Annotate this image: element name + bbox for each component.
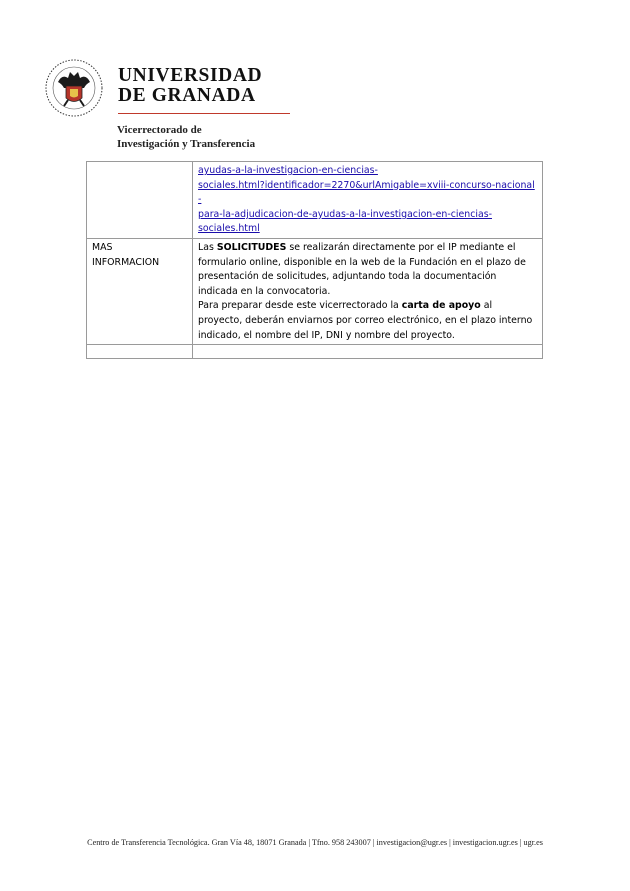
- table-row: [87, 345, 543, 359]
- carta-apoyo-emphasis: carta de apoyo: [401, 300, 481, 312]
- table-cell-content: [193, 345, 543, 359]
- table-row: [87, 238, 543, 344]
- link-line: sociales.html: [198, 223, 260, 235]
- department-line1: Vicerrectorado de: [117, 124, 202, 136]
- university-seal-icon: [44, 58, 104, 118]
- university-name-line1: UNIVERSIDAD: [118, 65, 263, 86]
- header-divider: [118, 113, 290, 114]
- table-cell-content: [193, 238, 543, 344]
- label-line: MAS: [92, 241, 113, 253]
- university-name: [118, 66, 262, 106]
- table-cell-content: [193, 162, 543, 239]
- department-line2: Investigación y Transferencia: [117, 138, 256, 150]
- info-table: [86, 161, 543, 359]
- department-name: [117, 123, 255, 151]
- link-line: para-la-adjudicacion-de-ayudas-a-la-investigacion-en-ciencias-: [198, 208, 492, 220]
- label-line: INFORMACION: [92, 256, 160, 268]
- table-cell-label: [87, 238, 193, 344]
- link-line: sociales.html?identificador=2270&urlAmigable=xviii-concurso-nacional-: [198, 179, 535, 206]
- convocatoria-link[interactable]: [198, 165, 535, 234]
- solicitudes-emphasis: SOLICITUDES: [216, 241, 287, 253]
- link-line: ayudas-a-la-investigacion-en-ciencias-: [198, 165, 378, 176]
- table-cell-label: [87, 162, 193, 239]
- page-footer: Centro de Transferencia Tecnológica. Gran Vía 48, 18071 Granada | Tfno. 958 243007 | investigacion@ugr.es | investigacion.ugr.es | ugr.es: [87, 838, 543, 847]
- carta-apoyo-paragraph: Para preparar desde este vicerrectorado la carta de apoyo al proyecto, deberán enviarnos por correo electrónico, en el plazo interno indicado, el nombre del IP, DNI y nombre del proyecto.: [198, 300, 533, 341]
- university-name-line2: DE GRANADA: [118, 85, 256, 106]
- table-row: [87, 162, 543, 239]
- table-cell-label: [87, 345, 193, 359]
- university-logo: [44, 58, 263, 118]
- solicitudes-paragraph: Las SOLICITUDES se realizarán directamente por el IP mediante el formulario online, disponible en la web de la Fundación en el plazo de presentación de solicitudes, adjuntando toda la documentación indicada en la convocatoria.: [198, 241, 526, 297]
